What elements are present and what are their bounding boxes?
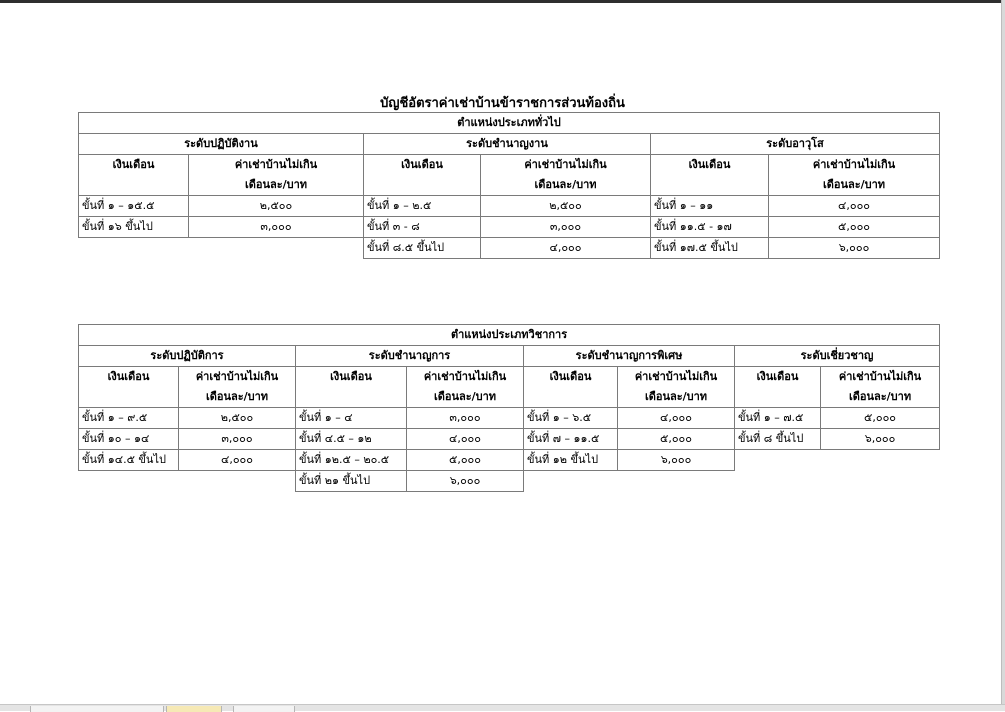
table-row [79, 238, 940, 259]
taskbar-strip [0, 704, 1005, 711]
salary-step-cell: ขั้นที่ ๑ – ๙.๕ [79, 408, 179, 429]
salary-step-cell: ขั้นที่ ๑๑.๕ - ๑๗ [651, 217, 769, 238]
rent-header-line1: ค่าเช่าบ้านไม่เกิน [524, 158, 607, 171]
rent-header-line2: เดือนละ/บาท [205, 390, 269, 403]
salary-step-cell: ขั้นที่ ๑ – ๗.๕ [735, 408, 821, 429]
salary-step-cell: ขั้นที่ ๑ – ๔ [296, 408, 407, 429]
rent-header-line2: เดือนละ/บาท [244, 178, 308, 191]
salary-column-header: เงินเดือน [296, 367, 407, 408]
empty-cell [618, 471, 735, 492]
rent-header-line1: ค่าเช่าบ้านไม่เกิน [634, 370, 718, 383]
rent-amount-cell: ๖,๐๐๐ [769, 238, 940, 259]
empty-cell [189, 238, 364, 259]
rent-header-line1: ค่าเช่าบ้านไม่เกิน [838, 370, 922, 383]
rent-column-header [618, 367, 735, 408]
rent-amount-cell: ๒,๕๐๐ [189, 196, 364, 217]
academic-heading: ตำแหน่งประเภทวิชาการ [79, 325, 940, 346]
level-header: ระดับเชี่ยวชาญ [735, 346, 940, 367]
column-header-row [79, 367, 940, 408]
general-positions-table [78, 112, 940, 259]
empty-cell [821, 471, 940, 492]
rent-amount-cell: ๕,๐๐๐ [769, 217, 940, 238]
rent-column-header [821, 367, 940, 408]
rent-amount-cell: ๒,๕๐๐ [481, 196, 651, 217]
window-top-border [0, 0, 1005, 3]
rent-column-header [769, 155, 940, 196]
table-row [79, 408, 940, 429]
rent-amount-cell: ๔,๐๐๐ [769, 196, 940, 217]
empty-cell [79, 238, 189, 259]
empty-cell [179, 471, 296, 492]
rent-amount-cell: ๒,๕๐๐ [179, 408, 296, 429]
rent-amount-cell: ๔,๐๐๐ [179, 450, 296, 471]
column-header-row [79, 155, 940, 196]
window-scroll-edge [1001, 0, 1005, 711]
salary-step-cell: ขั้นที่ ๘.๕ ขึ้นไป [364, 238, 481, 259]
salary-step-cell: ขั้นที่ ๗ – ๑๑.๕ [524, 429, 618, 450]
rent-amount-cell: ๓,๐๐๐ [407, 408, 524, 429]
table-row [79, 217, 940, 238]
salary-step-cell: ขั้นที่ ๑๒ ขึ้นไป [524, 450, 618, 471]
table-row [79, 429, 940, 450]
salary-step-cell: ขั้นที่ ๑ – ๒.๕ [364, 196, 481, 217]
empty-cell [524, 471, 618, 492]
rent-amount-cell: ๓,๐๐๐ [189, 217, 364, 238]
salary-step-cell: ขั้นที่ ๑๖ ขึ้นไป [79, 217, 189, 238]
general-heading: ตำแหน่งประเภททั่วไป [79, 113, 940, 134]
salary-step-cell: ขั้นที่ ๓ - ๘ [364, 217, 481, 238]
level-header: ระดับชำนาญการ [296, 346, 524, 367]
empty-cell [79, 471, 179, 492]
level-header: ระดับปฏิบัติการ [79, 346, 296, 367]
salary-column-header: เงินเดือน [364, 155, 481, 196]
rent-column-header [481, 155, 651, 196]
salary-column-header: เงินเดือน [735, 367, 821, 408]
salary-step-cell: ขั้นที่ ๑๔.๕ ขึ้นไป [79, 450, 179, 471]
empty-cell [735, 471, 821, 492]
salary-step-cell: ขั้นที่ ๘ ขึ้นไป [735, 429, 821, 450]
rent-header-line2: เดือนละ/บาท [848, 390, 912, 403]
empty-cell [821, 450, 940, 471]
salary-column-header: เงินเดือน [524, 367, 618, 408]
empty-cell [735, 450, 821, 471]
table-row [79, 196, 940, 217]
rent-amount-cell: ๖,๐๐๐ [821, 429, 940, 450]
salary-step-cell: ขั้นที่ ๑๗.๕ ขึ้นไป [651, 238, 769, 259]
rent-header-line2: เดือนละ/บาท [433, 390, 497, 403]
salary-step-cell: ขั้นที่ ๑๐ – ๑๔ [79, 429, 179, 450]
salary-step-cell: ขั้นที่ ๒๑ ขึ้นไป [296, 471, 407, 492]
salary-step-cell: ขั้นที่ ๑ – ๖.๕ [524, 408, 618, 429]
taskbar-tab-active[interactable] [166, 706, 222, 712]
salary-step-cell: ขั้นที่ ๑๒.๕ – ๒๐.๕ [296, 450, 407, 471]
rent-column-header [179, 367, 296, 408]
document-title: บัญชีอัตราค่าเช่าบ้านข้าราชการส่วนท้องถิ่น [380, 96, 625, 111]
rent-amount-cell: ๕,๐๐๐ [407, 450, 524, 471]
table-row [79, 471, 940, 492]
salary-column-header: เงินเดือน [79, 155, 189, 196]
rent-amount-cell: ๕,๐๐๐ [821, 408, 940, 429]
rent-column-header [407, 367, 524, 408]
rent-header-line2: เดือนละ/บาท [534, 178, 597, 191]
salary-step-cell: ขั้นที่ ๑ – ๑๑ [651, 196, 769, 217]
table-row [79, 450, 940, 471]
salary-step-cell: ขั้นที่ ๑ – ๑๕.๕ [79, 196, 189, 217]
level-header: ระดับชำนาญงาน [364, 134, 651, 155]
level-header: ระดับอาวุโส [651, 134, 940, 155]
level-header: ระดับชำนาญการพิเศษ [524, 346, 735, 367]
rent-header-line1: ค่าเช่าบ้านไม่เกิน [812, 158, 896, 171]
taskbar-tab[interactable] [233, 706, 295, 712]
rent-header-line1: ค่าเช่าบ้านไม่เกิน [234, 158, 318, 171]
academic-positions-table [78, 324, 940, 492]
rent-header-line2: เดือนละ/บาท [822, 178, 886, 191]
rent-amount-cell: ๖,๐๐๐ [618, 450, 735, 471]
rent-amount-cell: ๔,๐๐๐ [618, 408, 735, 429]
level-header: ระดับปฏิบัติงาน [79, 134, 364, 155]
salary-column-header: เงินเดือน [651, 155, 769, 196]
rent-header-line1: ค่าเช่าบ้านไม่เกิน [423, 370, 507, 383]
rent-header-line1: ค่าเช่าบ้านไม่เกิน [195, 370, 279, 383]
rent-amount-cell: ๔,๐๐๐ [407, 429, 524, 450]
rent-column-header [189, 155, 364, 196]
rent-header-line2: เดือนละ/บาท [644, 390, 708, 403]
salary-column-header: เงินเดือน [79, 367, 179, 408]
rent-amount-cell: ๕,๐๐๐ [618, 429, 735, 450]
rent-amount-cell: ๓,๐๐๐ [481, 217, 651, 238]
rent-amount-cell: ๔,๐๐๐ [481, 238, 651, 259]
salary-step-cell: ขั้นที่ ๔.๕ – ๑๒ [296, 429, 407, 450]
taskbar-tab[interactable] [30, 706, 164, 712]
rent-amount-cell: ๓,๐๐๐ [179, 429, 296, 450]
rent-amount-cell: ๖,๐๐๐ [407, 471, 524, 492]
